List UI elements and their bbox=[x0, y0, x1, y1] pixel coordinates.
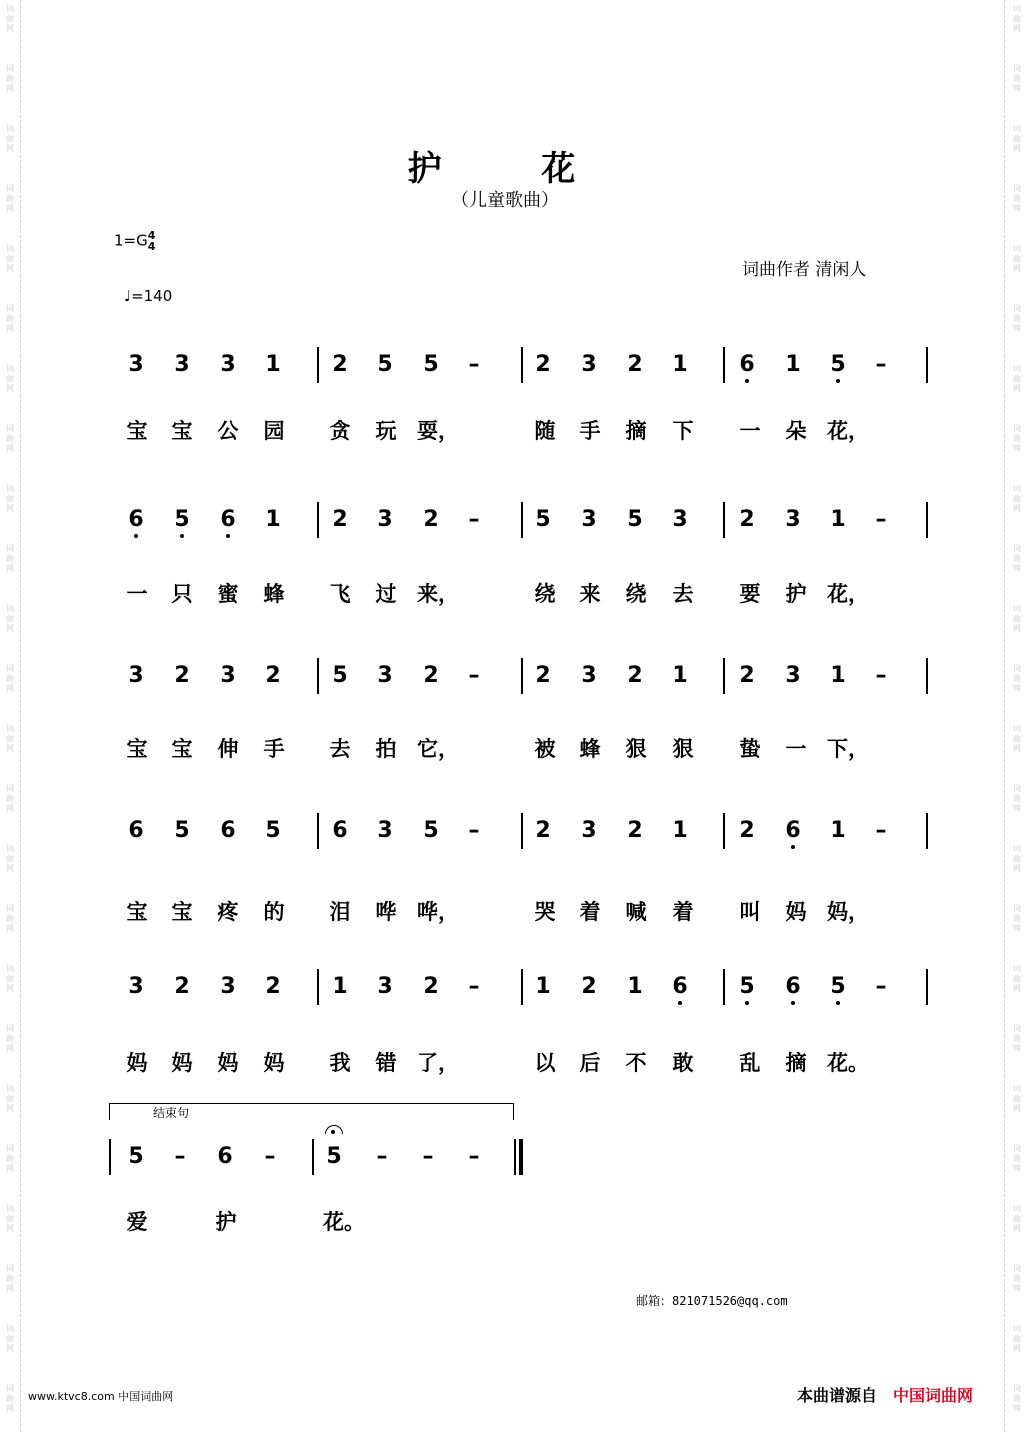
watermark-text: 词 曲 网 bbox=[1013, 724, 1021, 753]
note: – bbox=[264, 1144, 276, 1169]
bar-line bbox=[317, 502, 319, 538]
watermark-text: 词 曲 网 bbox=[1013, 4, 1021, 33]
watermark-text: 词 曲 网 bbox=[1013, 1024, 1021, 1053]
note: 2 bbox=[423, 974, 439, 999]
note: 2 bbox=[581, 974, 597, 999]
note: 2 bbox=[535, 818, 551, 843]
note: 2 bbox=[332, 507, 348, 532]
note: 3 bbox=[377, 818, 393, 843]
lyric: 花， bbox=[827, 581, 869, 606]
lyric: 朵 bbox=[785, 418, 807, 443]
lyric: 一 bbox=[785, 736, 807, 761]
song-subtitle: （儿童歌曲） bbox=[451, 190, 559, 211]
contact-email: 邮箱：821071526@qq.com bbox=[636, 1294, 788, 1308]
bar-line bbox=[521, 347, 523, 383]
lyric: 手 bbox=[263, 736, 285, 761]
lyric: 狠 bbox=[625, 736, 647, 761]
lyric: 不 bbox=[625, 1050, 647, 1075]
low-octave-dot bbox=[836, 379, 840, 383]
note: 3 bbox=[377, 974, 393, 999]
note: 2 bbox=[627, 352, 643, 377]
watermark-text: 词 曲 网 bbox=[6, 1084, 14, 1113]
watermark-text: 词 曲 网 bbox=[6, 664, 14, 693]
note: 3 bbox=[581, 507, 597, 532]
note: – bbox=[174, 1144, 186, 1169]
lyric: 妈 bbox=[263, 1050, 285, 1075]
footer-source bbox=[797, 1383, 973, 1406]
lyric: 宝 bbox=[126, 418, 148, 443]
lyric: 宝 bbox=[171, 899, 193, 924]
note: – bbox=[468, 663, 480, 688]
lyric: 着 bbox=[579, 899, 601, 924]
bar-line bbox=[521, 658, 523, 694]
note: 3 bbox=[220, 974, 236, 999]
bar-line bbox=[317, 658, 319, 694]
note: – bbox=[376, 1144, 388, 1169]
lyric: 被 bbox=[534, 736, 556, 761]
lyric: 它， bbox=[417, 736, 459, 761]
bar-line bbox=[723, 813, 725, 849]
lyric: 护 bbox=[785, 581, 807, 606]
note: 3 bbox=[672, 507, 688, 532]
bar-line bbox=[521, 969, 523, 1005]
footer-site-link[interactable]: www.ktvc8.com 中国词曲网 bbox=[28, 1390, 174, 1403]
watermark-text: 词 曲 网 bbox=[6, 1144, 14, 1173]
note: 3 bbox=[581, 352, 597, 377]
lyric: 宝 bbox=[171, 736, 193, 761]
lyric: 园 bbox=[263, 418, 285, 443]
note: 3 bbox=[377, 663, 393, 688]
note: 5 bbox=[627, 507, 643, 532]
note: – bbox=[422, 1144, 434, 1169]
note: 3 bbox=[174, 352, 190, 377]
note: 1 bbox=[265, 507, 281, 532]
lyric: 伸 bbox=[217, 736, 239, 761]
note: 1 bbox=[830, 818, 846, 843]
lyric: 玩 bbox=[375, 418, 397, 443]
note: 2 bbox=[423, 507, 439, 532]
footer-source-label: 本曲谱源自 bbox=[797, 1386, 878, 1405]
time-signature bbox=[148, 230, 156, 252]
bar-line bbox=[109, 1139, 111, 1175]
watermark-text: 词 曲 网 bbox=[6, 4, 14, 33]
bar-line bbox=[521, 813, 523, 849]
bar-line bbox=[514, 1139, 516, 1175]
note: 1 bbox=[672, 818, 688, 843]
watermark-text: 词 曲 网 bbox=[1013, 784, 1021, 813]
note: 2 bbox=[739, 818, 755, 843]
watermark-text: 词 曲 网 bbox=[1013, 1084, 1021, 1113]
lyric: 绕 bbox=[625, 581, 647, 606]
note: 6 bbox=[128, 507, 144, 532]
note: – bbox=[875, 352, 887, 377]
lyric: 一 bbox=[126, 581, 148, 606]
lyric: 蜂 bbox=[579, 736, 601, 761]
lyric: 宝 bbox=[171, 418, 193, 443]
note: – bbox=[875, 663, 887, 688]
watermark-text: 词 曲 网 bbox=[1013, 124, 1021, 153]
note: 6 bbox=[332, 818, 348, 843]
bar-line bbox=[926, 502, 928, 538]
note: 1 bbox=[672, 352, 688, 377]
note: 5 bbox=[830, 352, 846, 377]
note: – bbox=[468, 1144, 480, 1169]
lyric: 哗 bbox=[375, 899, 397, 924]
low-octave-dot bbox=[180, 534, 184, 538]
lyric: 爱 bbox=[126, 1209, 148, 1234]
song-title: 护 花 bbox=[407, 149, 620, 189]
lyric: 耍， bbox=[417, 418, 459, 443]
lyric: 下， bbox=[827, 736, 869, 761]
note: 2 bbox=[332, 352, 348, 377]
note: 1 bbox=[535, 974, 551, 999]
lyric: 妈 bbox=[126, 1050, 148, 1075]
note: 2 bbox=[535, 352, 551, 377]
watermark-text: 词 曲 网 bbox=[1013, 64, 1021, 93]
note: 2 bbox=[739, 663, 755, 688]
note: 6 bbox=[672, 974, 688, 999]
lyric: 妈， bbox=[827, 899, 869, 924]
note: 3 bbox=[785, 663, 801, 688]
watermark-text: 词 曲 网 bbox=[1013, 604, 1021, 633]
lyric: 去 bbox=[329, 736, 351, 761]
lyric: 护 bbox=[215, 1209, 237, 1234]
note: – bbox=[468, 818, 480, 843]
note: 6 bbox=[220, 818, 236, 843]
watermark-text: 词 曲 网 bbox=[6, 1204, 14, 1233]
note: – bbox=[468, 352, 480, 377]
watermark-text: 词 曲 网 bbox=[6, 364, 14, 393]
note: 2 bbox=[174, 663, 190, 688]
lyric: 妈 bbox=[217, 1050, 239, 1075]
low-octave-dot bbox=[745, 1001, 749, 1005]
watermark-text: 词 曲 网 bbox=[1013, 1324, 1021, 1353]
lyric: 手 bbox=[579, 418, 601, 443]
note: – bbox=[875, 974, 887, 999]
bar-line bbox=[723, 502, 725, 538]
final-bar-line bbox=[519, 1139, 523, 1175]
watermark-text: 词 曲 网 bbox=[1013, 1204, 1021, 1233]
lyric: 妈 bbox=[785, 899, 807, 924]
watermark-text: 词 曲 网 bbox=[6, 424, 14, 453]
right-watermark-strip bbox=[1009, 0, 1025, 1432]
low-octave-dot bbox=[791, 1001, 795, 1005]
watermark-text: 词 曲 网 bbox=[1013, 484, 1021, 513]
watermark-text: 词 曲 网 bbox=[6, 124, 14, 153]
lyric: 宝 bbox=[126, 899, 148, 924]
time-signature-bottom: 4 bbox=[147, 240, 156, 253]
lyric: 蜂 bbox=[263, 581, 285, 606]
watermark-text: 词 曲 网 bbox=[1013, 664, 1021, 693]
right-border-line bbox=[1004, 0, 1005, 1432]
tempo-marking: ♩=140 bbox=[124, 287, 173, 305]
bar-line bbox=[926, 347, 928, 383]
lyric: 拍 bbox=[375, 736, 397, 761]
lyric: 叫 bbox=[739, 899, 761, 924]
note: 1 bbox=[672, 663, 688, 688]
note: 5 bbox=[739, 974, 755, 999]
low-octave-dot bbox=[836, 1001, 840, 1005]
note: 5 bbox=[423, 352, 439, 377]
watermark-text: 词 曲 网 bbox=[1013, 244, 1021, 273]
lyric: 摘 bbox=[785, 1050, 807, 1075]
note: – bbox=[468, 507, 480, 532]
watermark-text: 词 曲 网 bbox=[6, 244, 14, 273]
lyric: 随 bbox=[534, 418, 556, 443]
bar-line bbox=[723, 347, 725, 383]
note: 3 bbox=[128, 974, 144, 999]
lyric: 贪 bbox=[329, 418, 351, 443]
note: 6 bbox=[785, 818, 801, 843]
lyric: 以 bbox=[534, 1050, 556, 1075]
note: 2 bbox=[265, 974, 281, 999]
watermark-text: 词 曲 网 bbox=[1013, 304, 1021, 333]
lyric: 的 bbox=[263, 899, 285, 924]
watermark-text: 词 曲 网 bbox=[6, 1384, 14, 1413]
fermata-dot bbox=[331, 1130, 335, 1134]
lyric: 错 bbox=[375, 1050, 397, 1075]
bar-line bbox=[723, 969, 725, 1005]
watermark-text: 词 曲 网 bbox=[6, 844, 14, 873]
note: 5 bbox=[377, 352, 393, 377]
watermark-text: 词 曲 网 bbox=[1013, 904, 1021, 933]
watermark-text: 词 曲 网 bbox=[6, 784, 14, 813]
note: 1 bbox=[830, 507, 846, 532]
lyric: 只 bbox=[171, 581, 193, 606]
note: 3 bbox=[377, 507, 393, 532]
low-octave-dot bbox=[791, 845, 795, 849]
watermark-text: 词 曲 网 bbox=[1013, 1264, 1021, 1293]
note: 1 bbox=[265, 352, 281, 377]
bar-line bbox=[317, 347, 319, 383]
note: 1 bbox=[627, 974, 643, 999]
watermark-text: 词 曲 网 bbox=[1013, 844, 1021, 873]
bar-line bbox=[723, 658, 725, 694]
note: 6 bbox=[739, 352, 755, 377]
watermark-text: 词 曲 网 bbox=[6, 604, 14, 633]
note: 5 bbox=[174, 818, 190, 843]
note: 5 bbox=[535, 507, 551, 532]
bar-line bbox=[317, 969, 319, 1005]
lyric: 了， bbox=[417, 1050, 459, 1075]
watermark-text: 词 曲 网 bbox=[6, 724, 14, 753]
lyric: 后 bbox=[579, 1050, 601, 1075]
watermark-text: 词 曲 网 bbox=[6, 1264, 14, 1293]
note: 3 bbox=[581, 663, 597, 688]
lyric: 宝 bbox=[126, 736, 148, 761]
note: 3 bbox=[128, 663, 144, 688]
lyric: 疼 bbox=[217, 899, 239, 924]
watermark-text: 词 曲 网 bbox=[6, 904, 14, 933]
note: – bbox=[468, 974, 480, 999]
lyric: 来 bbox=[579, 581, 601, 606]
bar-line bbox=[926, 969, 928, 1005]
ending-label: 结束句 bbox=[153, 1106, 190, 1120]
lyric: 摘 bbox=[625, 418, 647, 443]
watermark-text: 词 曲 网 bbox=[6, 484, 14, 513]
watermark-text: 词 曲 网 bbox=[1013, 424, 1021, 453]
lyric: 蜜 bbox=[217, 581, 239, 606]
note: 2 bbox=[174, 974, 190, 999]
note: – bbox=[875, 818, 887, 843]
note: 5 bbox=[128, 1144, 144, 1169]
left-watermark-strip bbox=[2, 0, 18, 1432]
watermark-text: 词 曲 网 bbox=[6, 184, 14, 213]
lyric: 要 bbox=[739, 581, 761, 606]
note: 2 bbox=[627, 818, 643, 843]
watermark-text: 词 曲 网 bbox=[6, 64, 14, 93]
note: 5 bbox=[830, 974, 846, 999]
note: – bbox=[875, 507, 887, 532]
watermark-text: 词 曲 网 bbox=[1013, 364, 1021, 393]
lyric: 飞 bbox=[329, 581, 351, 606]
lyric: 来， bbox=[417, 581, 459, 606]
lyric: 着 bbox=[672, 899, 694, 924]
footer-brand[interactable]: 中国词曲网 bbox=[893, 1386, 974, 1405]
note: 5 bbox=[332, 663, 348, 688]
lyric: 蛰 bbox=[739, 736, 761, 761]
note: 1 bbox=[830, 663, 846, 688]
note: 3 bbox=[220, 663, 236, 688]
lyric: 我 bbox=[329, 1050, 351, 1075]
author-credit: 词曲作者 清闲人 bbox=[742, 260, 867, 280]
lyric: 公 bbox=[217, 418, 239, 443]
watermark-text: 词 曲 网 bbox=[1013, 1144, 1021, 1173]
watermark-text: 词 曲 网 bbox=[6, 1024, 14, 1053]
lyric: 哭 bbox=[534, 899, 556, 924]
note: 6 bbox=[217, 1144, 233, 1169]
note: 6 bbox=[128, 818, 144, 843]
watermark-text: 词 曲 网 bbox=[1013, 1384, 1021, 1413]
note: 3 bbox=[581, 818, 597, 843]
bar-line bbox=[521, 502, 523, 538]
note: 6 bbox=[220, 507, 236, 532]
note: 2 bbox=[423, 663, 439, 688]
lyric: 绕 bbox=[534, 581, 556, 606]
bar-line bbox=[312, 1139, 314, 1175]
key-label: 1=G bbox=[114, 231, 148, 250]
note: 1 bbox=[332, 974, 348, 999]
note: 2 bbox=[627, 663, 643, 688]
note: 5 bbox=[326, 1144, 342, 1169]
lyric: 去 bbox=[672, 581, 694, 606]
lyric: 泪 bbox=[329, 899, 351, 924]
lyric: 花。 bbox=[323, 1209, 365, 1234]
note: 2 bbox=[535, 663, 551, 688]
bar-line bbox=[926, 658, 928, 694]
lyric: 花。 bbox=[827, 1050, 869, 1075]
key-signature bbox=[114, 230, 155, 252]
watermark-text: 词 曲 网 bbox=[1013, 184, 1021, 213]
lyric: 喊 bbox=[625, 899, 647, 924]
lyric: 过 bbox=[375, 581, 397, 606]
note: 1 bbox=[785, 352, 801, 377]
left-border-line bbox=[20, 0, 21, 1432]
low-octave-dot bbox=[745, 379, 749, 383]
bar-line bbox=[317, 813, 319, 849]
note: 6 bbox=[785, 974, 801, 999]
note: 3 bbox=[220, 352, 236, 377]
note: 2 bbox=[265, 663, 281, 688]
note: 2 bbox=[739, 507, 755, 532]
note: 3 bbox=[128, 352, 144, 377]
watermark-text: 词 曲 网 bbox=[6, 1324, 14, 1353]
note: 5 bbox=[423, 818, 439, 843]
lyric: 妈 bbox=[171, 1050, 193, 1075]
bar-line bbox=[926, 813, 928, 849]
note: 5 bbox=[174, 507, 190, 532]
note: 5 bbox=[265, 818, 281, 843]
watermark-text: 词 曲 网 bbox=[6, 964, 14, 993]
lyric: 下 bbox=[672, 418, 694, 443]
low-octave-dot bbox=[678, 1001, 682, 1005]
lyric: 敢 bbox=[672, 1050, 694, 1075]
low-octave-dot bbox=[226, 534, 230, 538]
lyric: 花， bbox=[827, 418, 869, 443]
lyric: 狠 bbox=[672, 736, 694, 761]
watermark-text: 词 曲 网 bbox=[1013, 544, 1021, 573]
lyric: 乱 bbox=[739, 1050, 761, 1075]
watermark-text: 词 曲 网 bbox=[1013, 964, 1021, 993]
lyric: 哗， bbox=[417, 899, 459, 924]
note: 3 bbox=[785, 507, 801, 532]
lyric: 一 bbox=[739, 418, 761, 443]
watermark-text: 词 曲 网 bbox=[6, 304, 14, 333]
low-octave-dot bbox=[134, 534, 138, 538]
time-signature-top: 4 bbox=[147, 229, 156, 242]
watermark-text: 词 曲 网 bbox=[6, 544, 14, 573]
